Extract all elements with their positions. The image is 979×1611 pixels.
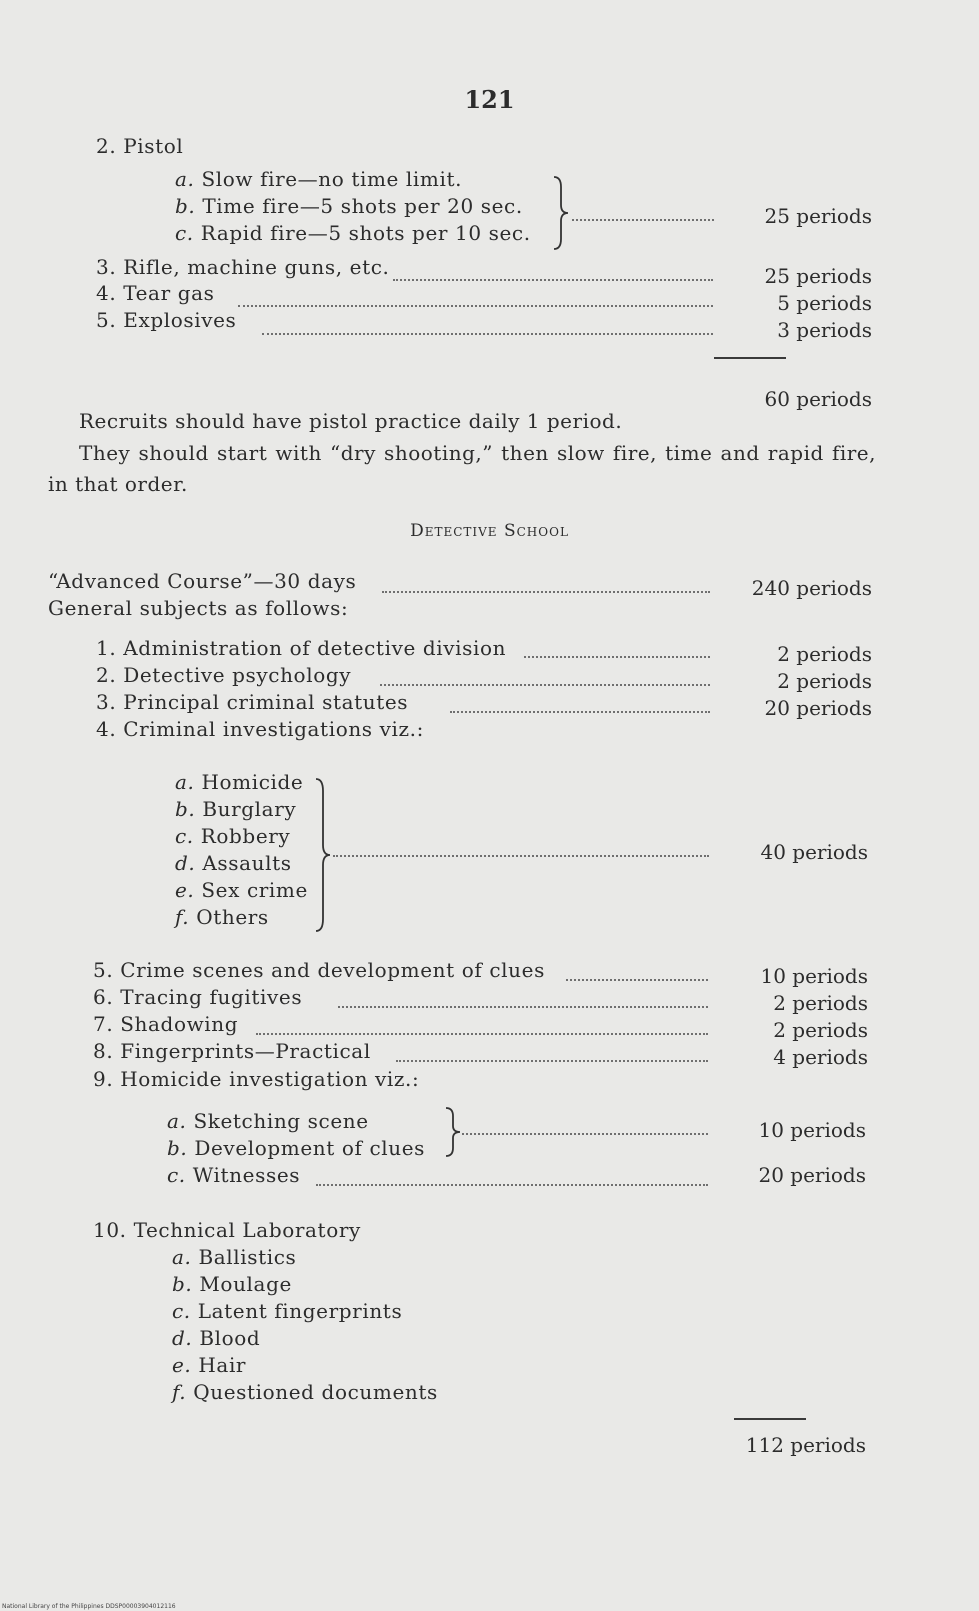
item-letter: c.	[175, 221, 194, 245]
list-item-label: 7. Shadowing	[93, 1012, 239, 1036]
item-letter: c.	[172, 1299, 191, 1323]
brace-icon	[552, 175, 572, 251]
list-item	[175, 769, 303, 795]
item-text: Witnesses	[192, 1163, 301, 1187]
item-value: 3 periods	[777, 318, 872, 342]
list-item	[175, 796, 296, 822]
list-item-label: 5. Explosives	[96, 308, 237, 332]
item-value: 10 periods	[760, 964, 868, 988]
list-item	[175, 850, 292, 876]
list-item	[175, 166, 462, 192]
list-item	[175, 904, 269, 930]
list-item-label: 3. Principal criminal statutes	[96, 690, 409, 714]
item-letter: b.	[175, 194, 196, 218]
item-text: Rapid fire—5 shots per 10 sec.	[200, 221, 531, 245]
dot-leader	[572, 219, 714, 221]
item-text: Slow fire—no time limit.	[201, 167, 463, 191]
course-value: 240 periods	[751, 576, 872, 600]
item-text: Homicide	[201, 770, 304, 794]
item-letter: f.	[172, 1380, 187, 1404]
list-item-label: 2. Detective psychology	[96, 663, 352, 687]
item-value: 2 periods	[773, 1018, 868, 1042]
general-subjects: General subjects as follows:	[48, 596, 349, 620]
item-letter: b.	[167, 1136, 188, 1160]
dot-leader	[338, 1006, 708, 1008]
page-number: 121	[464, 85, 515, 114]
item-text: Sketching scene	[193, 1109, 369, 1133]
dot-leader	[396, 1060, 708, 1062]
dot-leader	[524, 656, 710, 658]
list-item-label: 8. Fingerprints—Practical	[93, 1039, 371, 1063]
item-letter: a.	[175, 770, 195, 794]
item-text: Latent fingerprints	[197, 1299, 403, 1323]
item-letter: e.	[172, 1353, 192, 1377]
list-item-label: 4. Tear gas	[96, 281, 215, 305]
list-item-label: 5. Crime scenes and development of clues	[93, 958, 545, 982]
list-item	[172, 1271, 292, 1297]
course-label: “Advanced Course”—30 days	[48, 569, 357, 593]
total-value: 60 periods	[764, 387, 872, 411]
list-item	[172, 1325, 260, 1351]
list-item	[175, 823, 290, 849]
list-item	[167, 1162, 300, 1188]
item-text: Time fire—5 shots per 20 sec.	[202, 194, 523, 218]
pistol-value: 25 periods	[764, 204, 872, 228]
item-letter: b.	[175, 797, 196, 821]
dot-leader	[316, 1184, 708, 1186]
list-item	[175, 877, 308, 903]
total-rule	[714, 357, 786, 359]
item-text: Questioned documents	[193, 1380, 438, 1404]
homicide-value: 10 periods	[758, 1118, 866, 1142]
item-text: Moulage	[199, 1272, 292, 1296]
list-item	[167, 1135, 425, 1161]
list-item	[172, 1298, 402, 1324]
item-letter: a.	[167, 1109, 187, 1133]
dot-leader	[450, 711, 710, 713]
list-item	[172, 1379, 438, 1405]
homicide-label: 9. Homicide investigation viz.:	[93, 1067, 420, 1091]
dot-leader	[462, 1133, 708, 1135]
brace-icon	[444, 1106, 464, 1158]
list-item-label: 3. Rifle, machine guns, etc.	[96, 255, 390, 279]
list-item	[175, 220, 531, 246]
item-letter: a.	[175, 167, 195, 191]
item-letter: f.	[175, 905, 190, 929]
list-item	[172, 1244, 296, 1270]
item-value: 2 periods	[777, 669, 872, 693]
item-text: Sex crime	[201, 878, 308, 902]
list-item	[172, 1352, 246, 1378]
criminal-label: 4. Criminal investigations viz.:	[96, 717, 424, 741]
item-letter: d.	[175, 851, 196, 875]
item-letter: d.	[172, 1326, 193, 1350]
dot-leader	[382, 591, 710, 593]
item-value: 2 periods	[773, 991, 868, 1015]
dot-leader	[333, 855, 709, 857]
list-item	[175, 193, 523, 219]
item-letter: e.	[175, 878, 195, 902]
scan-footer: National Library of the Philippines DDSP00003904012116	[2, 1603, 176, 1610]
dot-leader	[238, 305, 713, 307]
witnesses-value: 20 periods	[758, 1163, 866, 1187]
item-value: 20 periods	[764, 696, 872, 720]
dot-leader	[256, 1033, 708, 1035]
dot-leader	[566, 979, 708, 981]
item-value: 2 periods	[777, 642, 872, 666]
dot-leader	[262, 333, 713, 335]
total-value: 112 periods	[745, 1433, 866, 1457]
item-letter: c.	[175, 824, 194, 848]
paragraph: They should start with “dry shooting,” then slow fire, time and rapid fire, in that order.	[48, 441, 876, 496]
section-heading: Detective School	[410, 521, 569, 541]
list-item-label: 1. Administration of detective division	[96, 636, 507, 660]
paragraph: Recruits should have pistol practice daily 1 period.	[79, 409, 623, 433]
item-value: 4 periods	[773, 1045, 868, 1069]
item-text: Hair	[198, 1353, 247, 1377]
dot-leader	[393, 279, 713, 281]
lab-label: 10. Technical Laboratory	[93, 1218, 361, 1242]
item-value: 25 periods	[764, 264, 872, 288]
total-rule	[734, 1418, 806, 1420]
item-text: Blood	[199, 1326, 261, 1350]
brace-icon	[314, 777, 334, 933]
item-text: Burglary	[202, 797, 297, 821]
item-text: Others	[196, 905, 269, 929]
item-text: Assaults	[202, 851, 292, 875]
item-letter: c.	[167, 1163, 186, 1187]
dot-leader	[380, 684, 710, 686]
list-item	[167, 1108, 369, 1134]
pistol-label: 2. Pistol	[96, 134, 184, 158]
list-item-label: 6. Tracing fugitives	[93, 985, 303, 1009]
criminal-value: 40 periods	[760, 840, 868, 864]
item-value: 5 periods	[777, 291, 872, 315]
item-text: Development of clues	[194, 1136, 426, 1160]
item-text: Ballistics	[198, 1245, 297, 1269]
item-text: Robbery	[200, 824, 291, 848]
item-letter: a.	[172, 1245, 192, 1269]
item-letter: b.	[172, 1272, 193, 1296]
